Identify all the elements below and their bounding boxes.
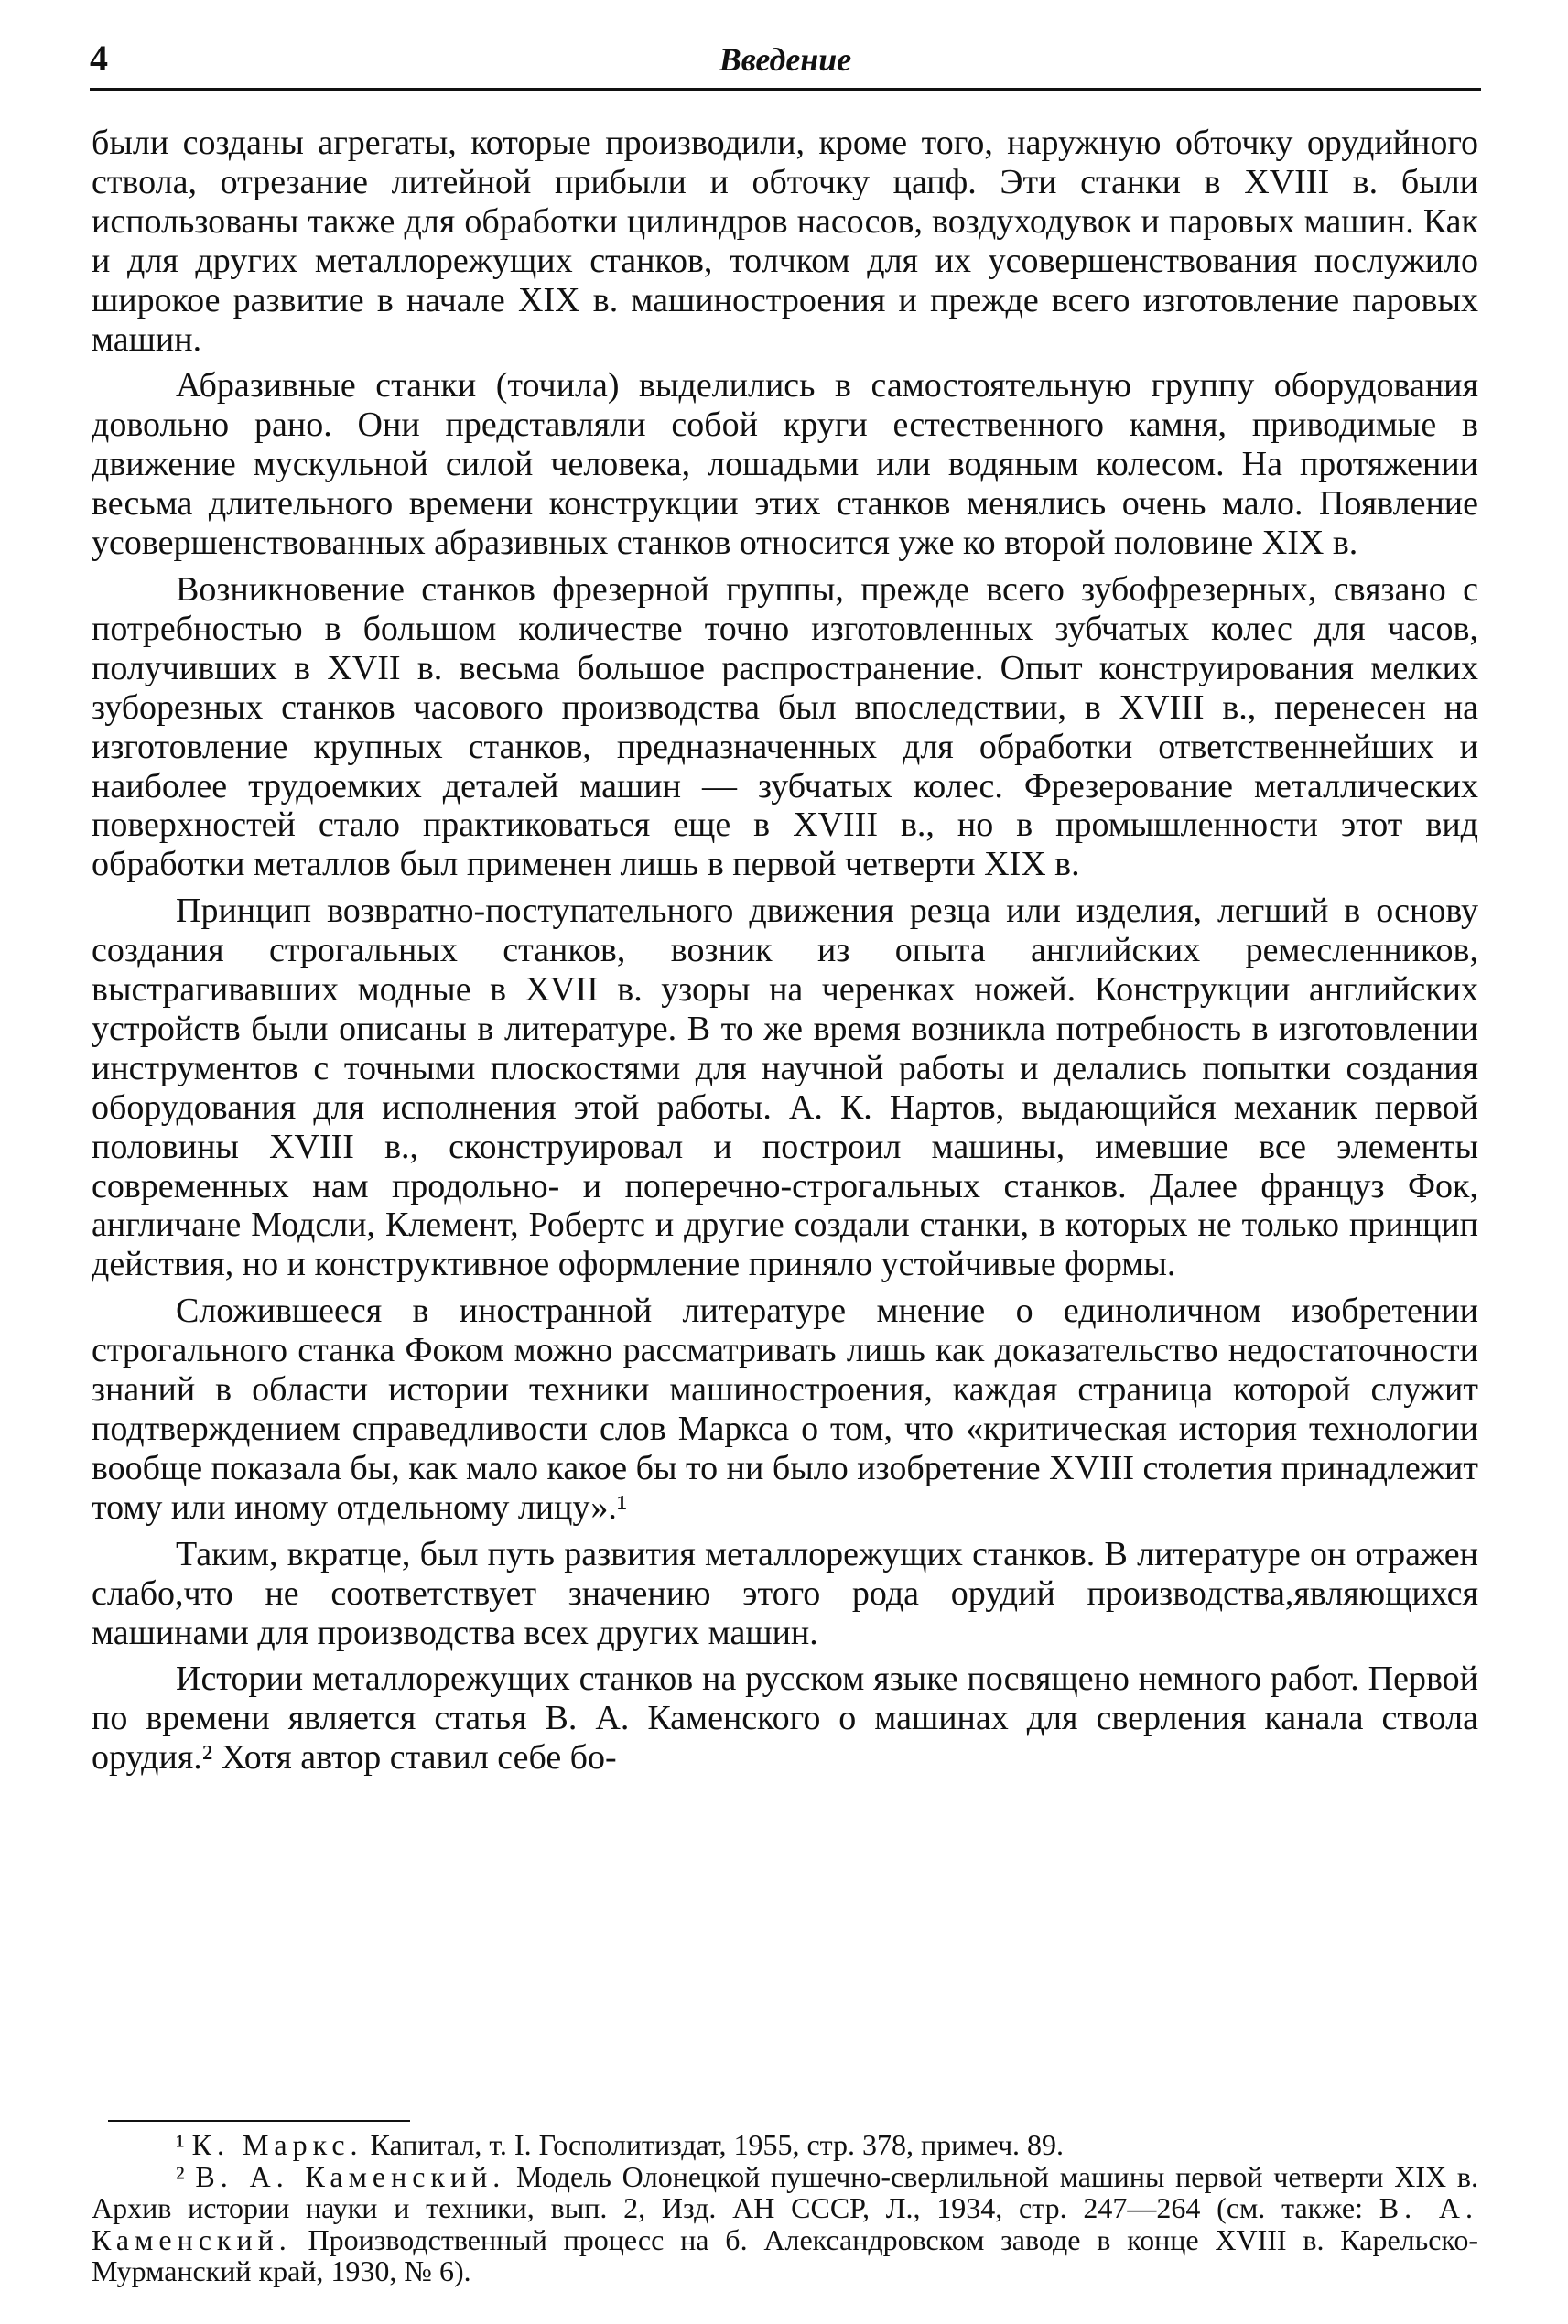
page-number: 4: [90, 38, 108, 79]
paragraph-milling-machines: Возникновение станков фрезерной группы, прежде всего зубофрезерных, связано с потребностью в большом количестве точно изготовленных зубчатых колес для часов, получивших в XVII в. весьма большое распространение. Опыт конструирования мелких зуборезных станков часового производства был впоследствии, в XVIII в., перенесен на изготовление крупных станков, предназначенных для обработки ответственнейших и наиболее трудоемких деталей машин — зубчатых колес. Фрезерование металлических поверхностей стало практиковаться еще в XVIII в., но в промышленности этот вид обработки металлов был применен лишь в первой четверти XIX в.: [92, 569, 1478, 884]
footnote-marker: ¹: [176, 2128, 185, 2161]
footnote-text-2: Производственный процесс на б. Александровском заводе в конце XVIII в. Карельско-Мурманский край, 1930, № 6).: [92, 2222, 1478, 2287]
footnote-text: Модель Олонецкой пушечно-сверлильной машины первой четверти XIX в. Архив истории науки и техники, вып. 2, Изд. АН СССР, Л., 1934, стр. 247—264 (см. также:: [92, 2159, 1479, 2224]
footnote-2: [92, 2161, 1478, 2287]
footnote-separator: [108, 2120, 410, 2122]
running-title: Введение: [719, 41, 852, 78]
footnote-marker: ²: [176, 2159, 185, 2193]
paragraph-planing-machines: Принцип возвратно-поступательного движения резца или изделия, легший в основу создания строгальных станков, возник из опыта английских ремесленников, выстрагивавших модные в XVII в. узоры на черенках ножей. Конструкции английских устройств были описаны в литературе. В то же время возникла потребность в изготовлении инструментов с точными плоскостями для научной работы и делались попытки создания оборудования для исполнения этой работы. А. К. Нартов, выдающийся механик первой половины XVIII в., сконструировал и построил машины, имевшие все элементы современных нам продольно- и поперечно-строгальных станков. Далее француз Фок, англичане Модсли, Клемент, Робертс и другие создали станки, в которых не только принцип действия, но и конструктивное оформление приняло устойчивые формы.: [92, 892, 1478, 1284]
paragraph-continuation: были созданы агрегаты, которые производили, кроме того, наружную обточку орудийного ствола, отрезание литейной прибыли и обточку цапф. Эти станки в XVIII в. были использованы также для обработки цилиндров насосов, воздуходувок и паровых машин. Как и для других металлорежущих станков, толчком для их усовершенствования послужило широкое развитие в начале XIX в. машиностроения и прежде всего изготовление паровых машин.: [92, 124, 1478, 359]
page-header: [90, 33, 1481, 91]
footnotes: [92, 2129, 1478, 2287]
footnote-author-2: В. А. Каменский.: [92, 2191, 1479, 2256]
paragraph-russian-literature: Истории металлорежущих станков на русском языке посвящено немного работ. Первой по времени является статья В. А. Каменского о машинах для сверления канала ствола орудия.² Хотя автор ставил себе бо-: [92, 1659, 1478, 1778]
footnote-text: Капитал, т. I. Госполитиздат, 1955, стр. 378, примеч. 89.: [362, 2128, 1065, 2161]
footnote-author: В. А. Каменский.: [195, 2159, 506, 2193]
main-text: [92, 124, 1478, 1778]
paragraph-summary: Таким, вкратце, был путь развития металлорежущих станков. В литературе он отражен слабо,что не соответствует значению этого рода орудий производства,являющихся машинами для производства всех других машин.: [92, 1534, 1478, 1652]
paragraph-abrasive-machines: Абразивные станки (точила) выделились в самостоятельную группу оборудования довольно рано. Они представляли собой круги естественного камня, приводимые в движение мускульной силой человека, лошадьми или водяным колесом. На протяжении весьма длительного времени конструкции этих станков менялись очень мало. Появление усовершенствованных абразивных станков относится уже ко второй половине XIX в.: [92, 366, 1478, 563]
footnote-author: К. Маркс.: [191, 2128, 363, 2161]
paragraph-fok-invention: Сложившееся в иностранной литературе мнение о единоличном изобретении строгального станка Фоком можно рассматривать лишь как доказательство недостаточности знаний в области истории техники машиностроения, каждая страница которой служит подтверждением справедливости слов Маркса о том, что «критическая история технологии вообще показала бы, как мало какое бы то ни было изобретение XVIII столетия принадлежит тому или иному отдельному лицу».¹: [92, 1292, 1478, 1527]
footnote-1: [92, 2129, 1478, 2161]
